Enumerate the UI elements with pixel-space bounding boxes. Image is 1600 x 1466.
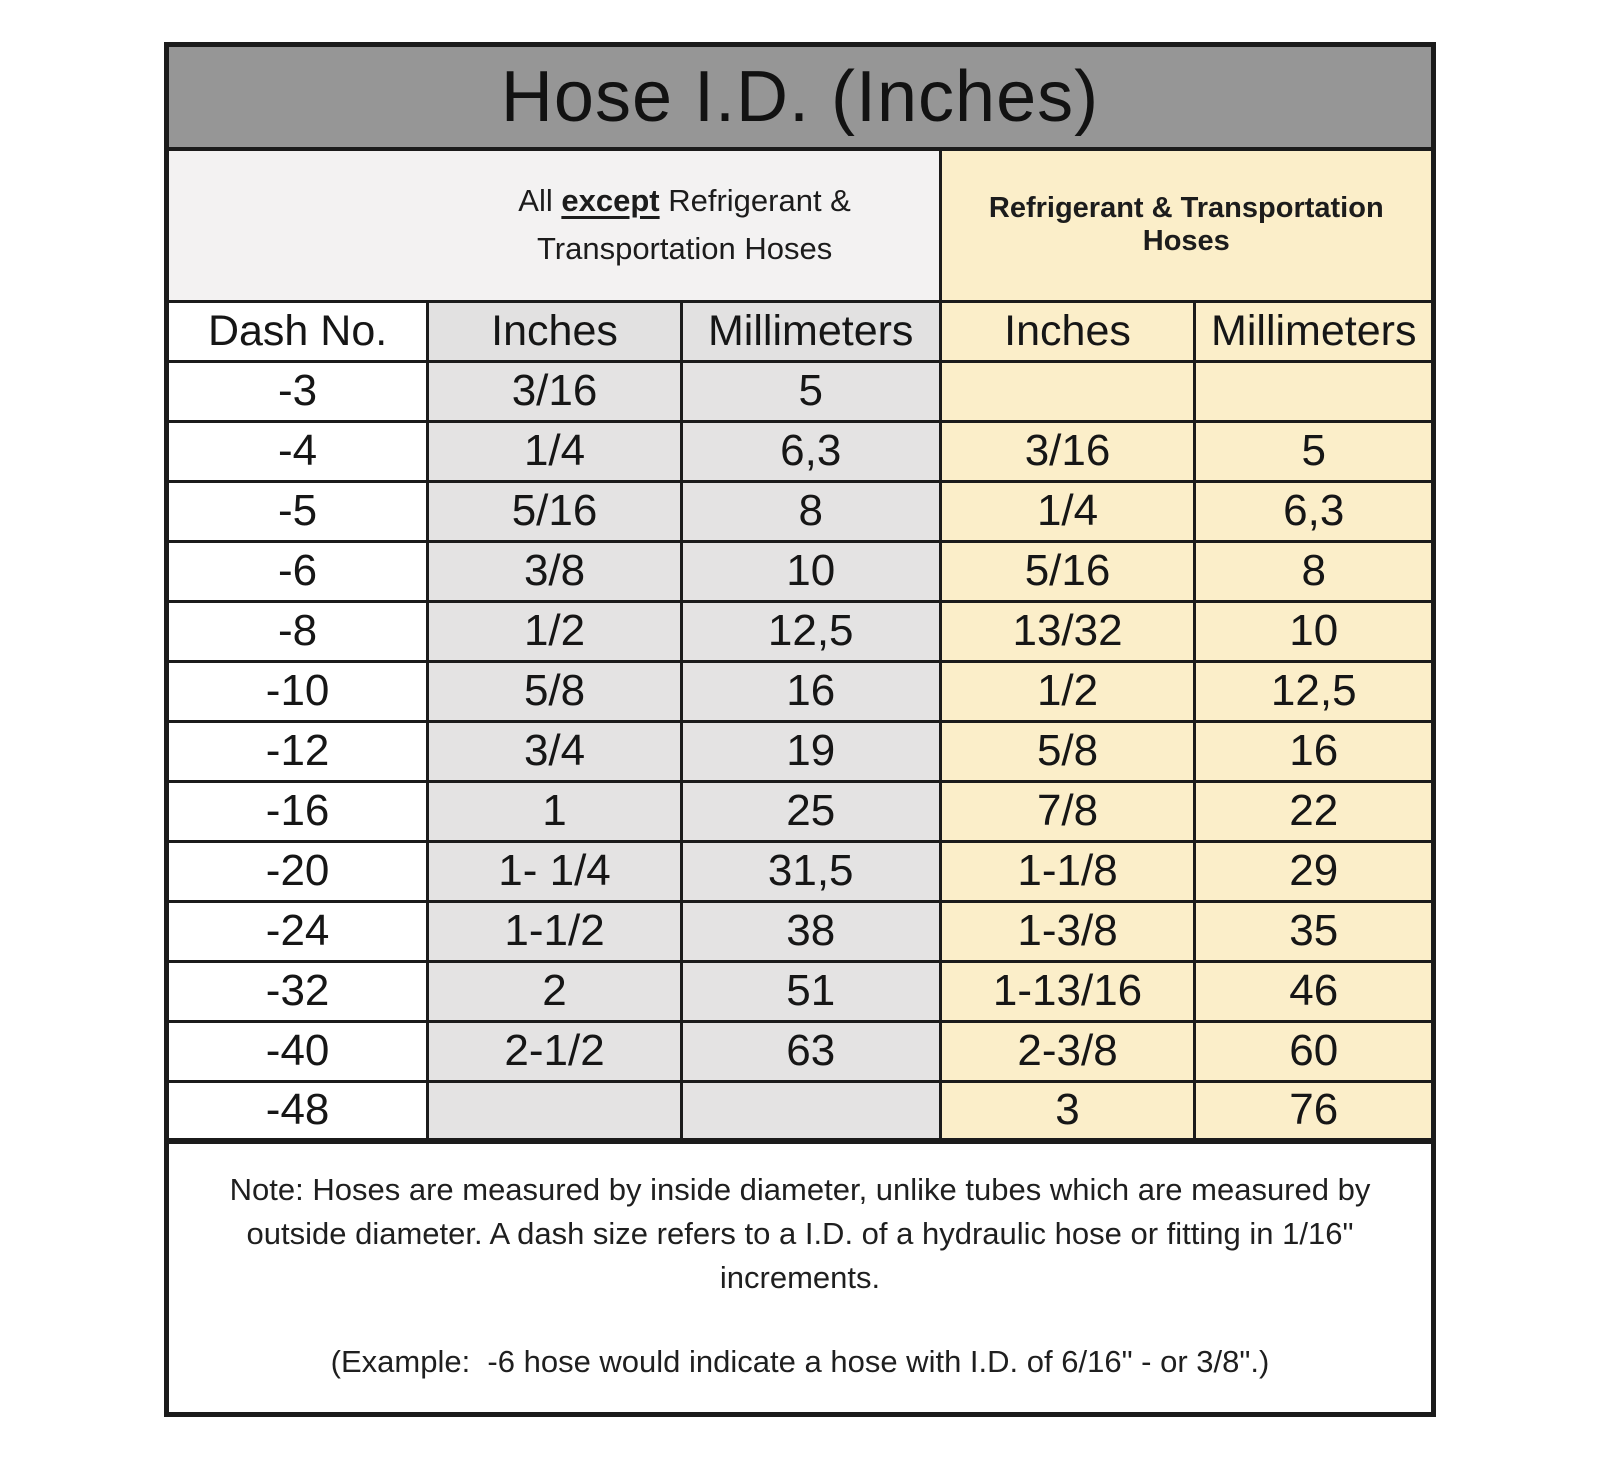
note-example-text: (Example: -6 hose would indicate a hose with I.D. of 6/16" - or 3/8".): [330, 1344, 1270, 1380]
mm-ref-cell: 22: [1195, 781, 1431, 841]
inches-ref-cell: 5/16: [940, 541, 1195, 601]
mm-all-cell: 25: [681, 781, 940, 841]
column-header-inches-all: Inches: [428, 301, 682, 361]
mm-ref-cell: 10: [1195, 601, 1431, 661]
table-row: [169, 901, 1431, 961]
group-header-refrigerant: Refrigerant & Transportation Hoses: [940, 149, 1431, 301]
column-header-mm-ref: Millimeters: [1195, 301, 1431, 361]
inches-ref-cell: 3/16: [940, 421, 1195, 481]
mm-all-cell: 38: [681, 901, 940, 961]
dash-no-cell: -16: [169, 781, 428, 841]
dash-no-cell: -12: [169, 721, 428, 781]
mm-all-cell: 12,5: [681, 601, 940, 661]
hose-id-table: [169, 47, 1431, 1412]
inches-all-cell: 1: [428, 781, 682, 841]
inches-ref-cell: 1-3/8: [940, 901, 1195, 961]
inches-all-cell: 3/4: [428, 721, 682, 781]
dash-no-cell: -4: [169, 421, 428, 481]
mm-all-cell: 5: [681, 361, 940, 421]
mm-ref-cell: 76: [1195, 1081, 1431, 1141]
inches-all-cell: 1- 1/4: [428, 841, 682, 901]
inches-all-cell: 5/8: [428, 661, 682, 721]
inches-ref-cell: 5/8: [940, 721, 1195, 781]
inches-ref-cell: 2-3/8: [940, 1021, 1195, 1081]
mm-all-cell: 10: [681, 541, 940, 601]
dash-no-cell: -5: [169, 481, 428, 541]
mm-all-cell: 51: [681, 961, 940, 1021]
mm-ref-cell: 8: [1195, 541, 1431, 601]
mm-all-cell: [681, 1081, 940, 1141]
table-row: [169, 841, 1431, 901]
mm-ref-cell: 29: [1195, 841, 1431, 901]
column-header-dash-no: Dash No.: [169, 301, 428, 361]
table-title: Hose I.D. (Inches): [169, 47, 1431, 149]
inches-all-cell: 3/16: [428, 361, 682, 421]
note-section: [169, 1141, 1431, 1412]
title-row: [169, 47, 1431, 149]
group-header-all-except-text: [431, 177, 939, 273]
note-text: Note: Hoses are measured by inside diameter, unlike tubes which are measured by outside diameter. A dash size refers to a I.D. of a hydraulic hose or fitting in 1/16" increments.: [229, 1172, 1379, 1296]
except-emphasis: except: [561, 183, 660, 219]
inches-ref-cell: 7/8: [940, 781, 1195, 841]
mm-ref-cell: 60: [1195, 1021, 1431, 1081]
dash-no-cell: -20: [169, 841, 428, 901]
mm-ref-cell: [1195, 361, 1431, 421]
table-row: [169, 661, 1431, 721]
dash-no-cell: -3: [169, 361, 428, 421]
table-row: [169, 421, 1431, 481]
dash-no-cell: -8: [169, 601, 428, 661]
table-body: [169, 361, 1431, 1141]
mm-ref-cell: 5: [1195, 421, 1431, 481]
inches-ref-cell: 1-13/16: [940, 961, 1195, 1021]
table-row: [169, 721, 1431, 781]
inches-ref-cell: 1/2: [940, 661, 1195, 721]
mm-all-cell: 31,5: [681, 841, 940, 901]
table-row: [169, 961, 1431, 1021]
table-row: [169, 541, 1431, 601]
table-row: [169, 781, 1431, 841]
hose-id-table-frame: [164, 42, 1436, 1417]
table-row: [169, 1081, 1431, 1141]
group-header-all-except: [169, 149, 940, 301]
all-prefix: All: [518, 183, 562, 219]
inches-all-cell: 5/16: [428, 481, 682, 541]
mm-all-cell: 16: [681, 661, 940, 721]
dash-no-cell: -32: [169, 961, 428, 1021]
inches-all-cell: [428, 1081, 682, 1141]
inches-ref-cell: 13/32: [940, 601, 1195, 661]
mm-ref-cell: 12,5: [1195, 661, 1431, 721]
mm-ref-cell: 35: [1195, 901, 1431, 961]
dash-no-cell: -48: [169, 1081, 428, 1141]
inches-all-cell: 1/2: [428, 601, 682, 661]
mm-ref-cell: 46: [1195, 961, 1431, 1021]
dash-no-cell: -40: [169, 1021, 428, 1081]
inches-ref-cell: 1/4: [940, 481, 1195, 541]
mm-ref-cell: 6,3: [1195, 481, 1431, 541]
table-row: [169, 361, 1431, 421]
dash-no-cell: -6: [169, 541, 428, 601]
transportation-line: Transportation Hoses: [536, 231, 833, 267]
column-header-mm-all: Millimeters: [681, 301, 940, 361]
inches-all-cell: 3/8: [428, 541, 682, 601]
inches-all-cell: 2: [428, 961, 682, 1021]
inches-ref-cell: 1-1/8: [940, 841, 1195, 901]
column-header-inches-ref: Inches: [940, 301, 1195, 361]
dash-no-cell: -10: [169, 661, 428, 721]
column-header-row: [169, 301, 1431, 361]
table-row: [169, 481, 1431, 541]
mm-all-cell: 6,3: [681, 421, 940, 481]
table-row: [169, 1021, 1431, 1081]
mm-ref-cell: 16: [1195, 721, 1431, 781]
note-row: [169, 1141, 1431, 1412]
inches-all-cell: 2-1/2: [428, 1021, 682, 1081]
inches-ref-cell: 3: [940, 1081, 1195, 1141]
dash-no-cell: -24: [169, 901, 428, 961]
inches-ref-cell: [940, 361, 1195, 421]
inches-all-cell: 1-1/2: [428, 901, 682, 961]
group-header-row: [169, 149, 1431, 301]
table-row: [169, 601, 1431, 661]
mm-all-cell: 19: [681, 721, 940, 781]
refrigerant-suffix: Refrigerant &: [659, 183, 851, 219]
mm-all-cell: 8: [681, 481, 940, 541]
mm-all-cell: 63: [681, 1021, 940, 1081]
inches-all-cell: 1/4: [428, 421, 682, 481]
